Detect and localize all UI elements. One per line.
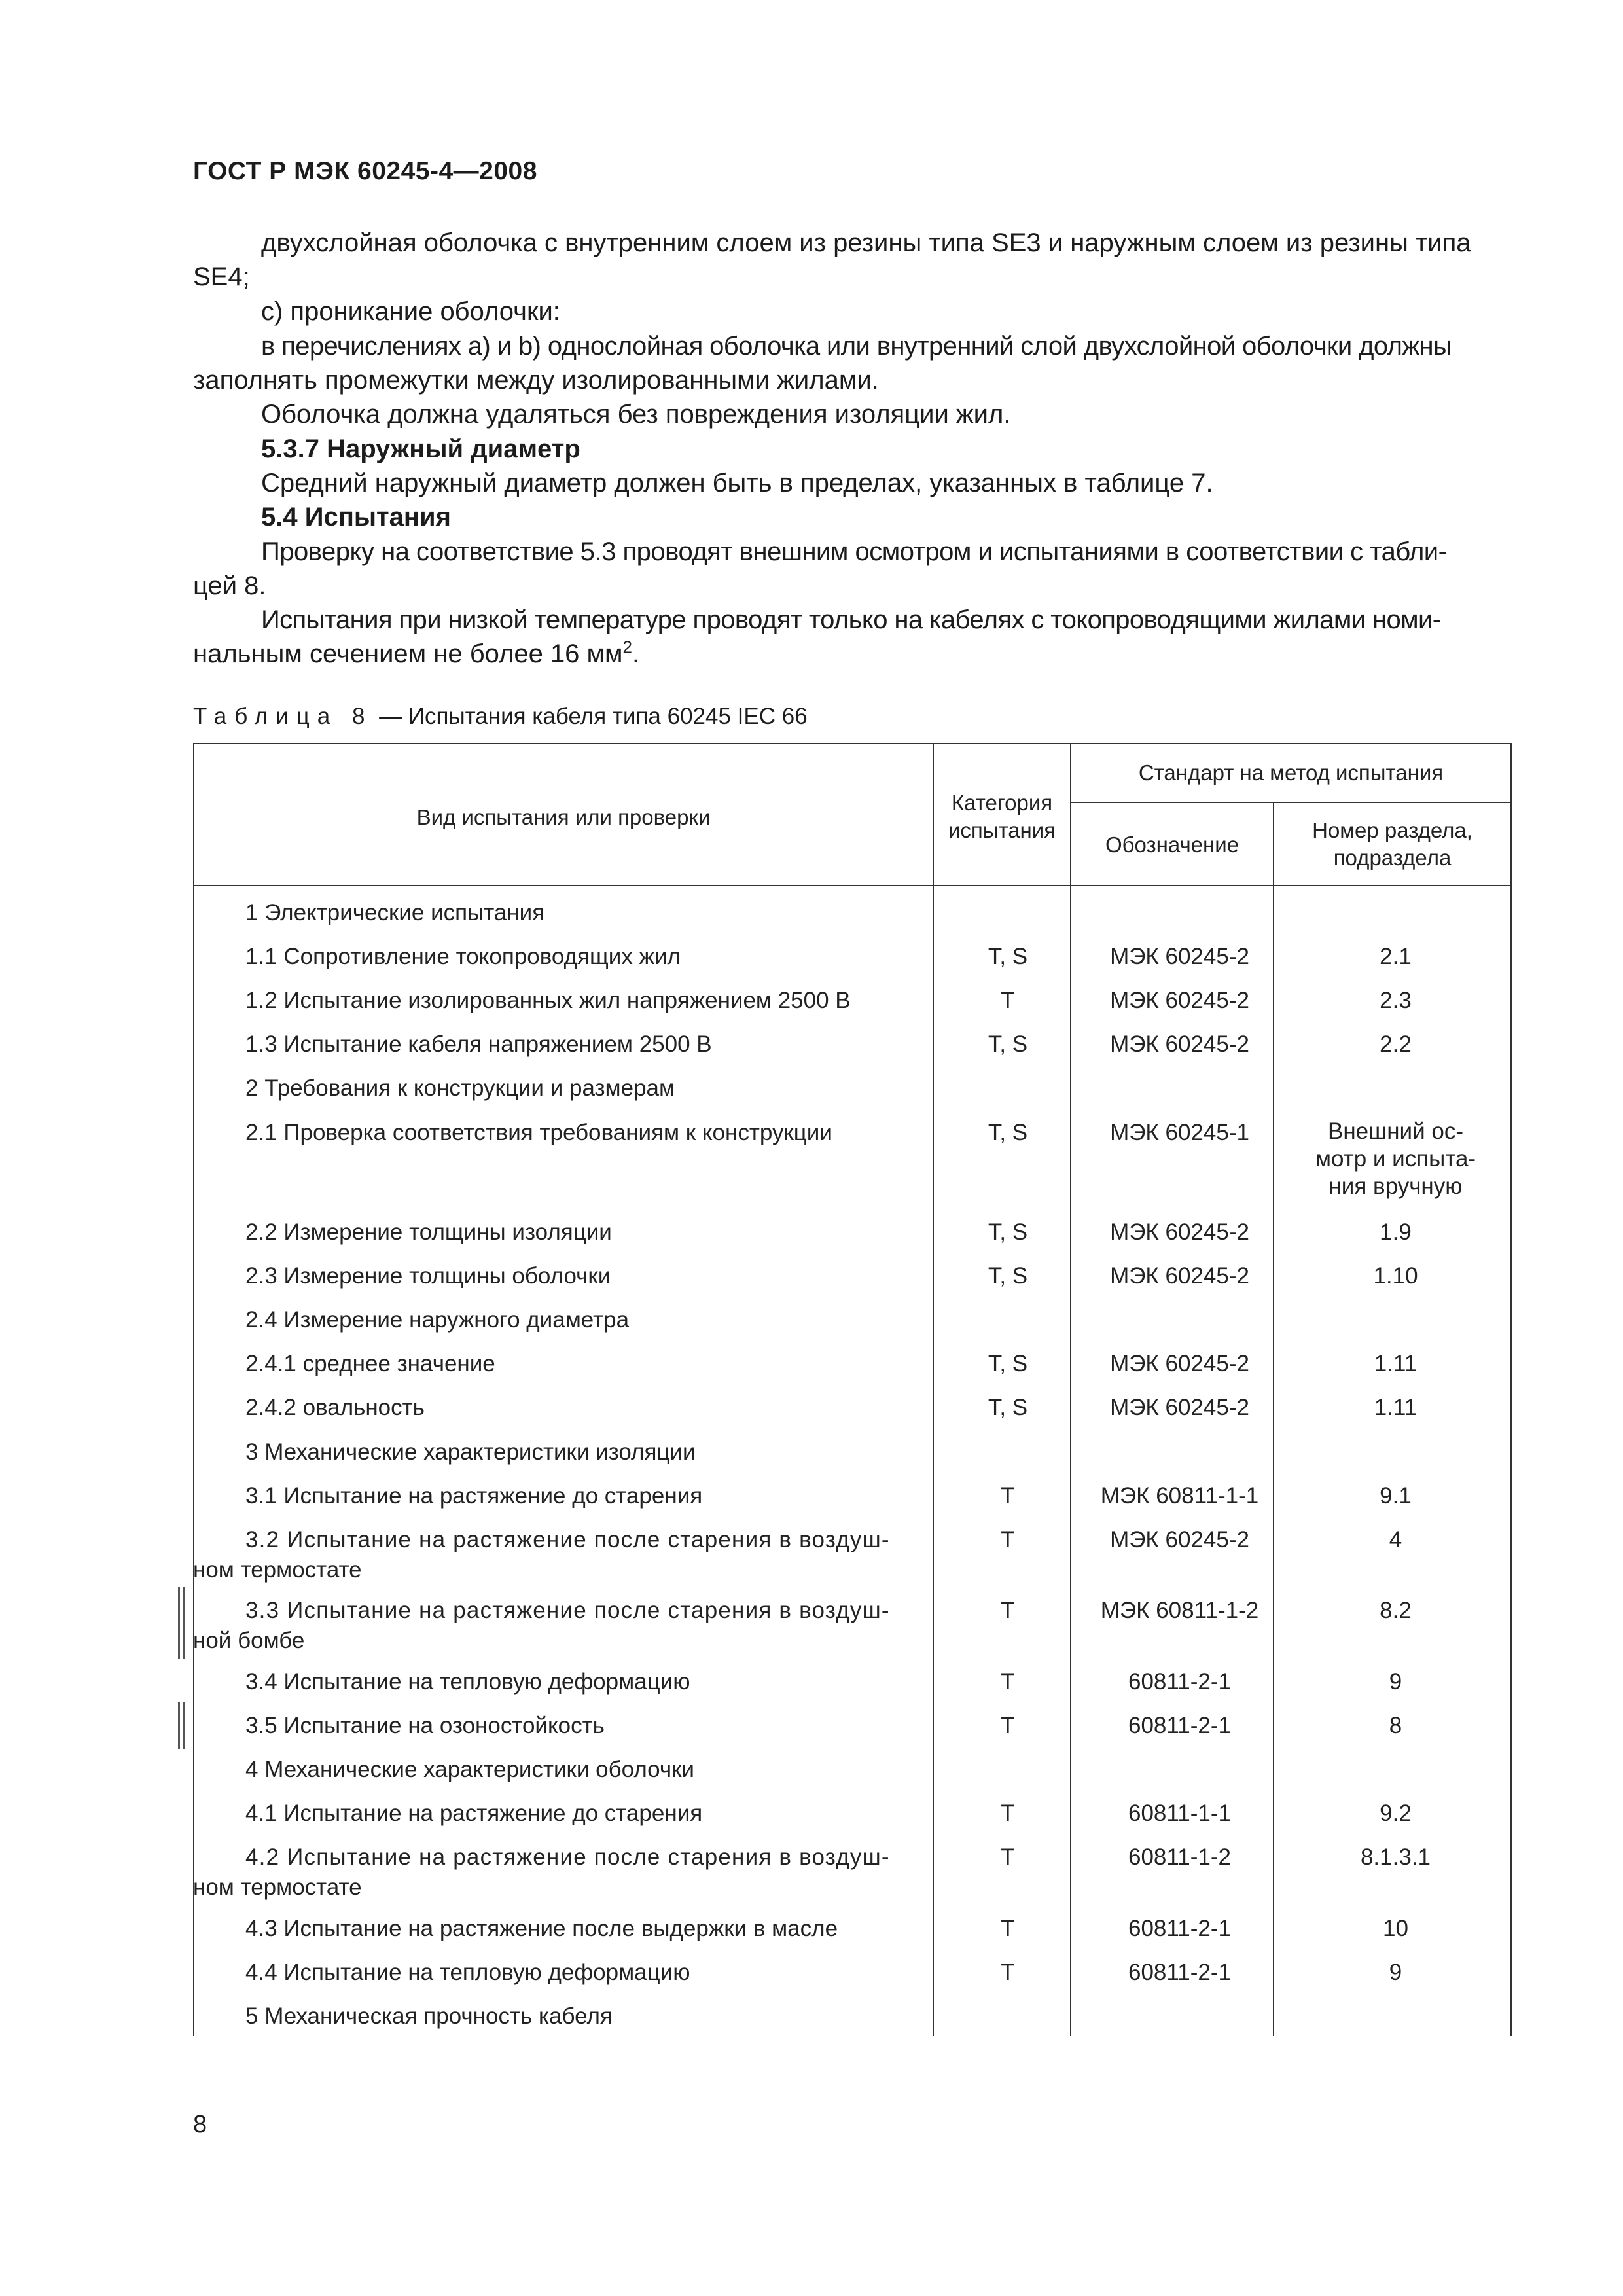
- cell-standard: МЭК 60245-2: [1110, 1263, 1249, 1289]
- cell-line: Внешний ос-: [1328, 1119, 1463, 1144]
- cell-test-name: 1.3 Испытание кабеля напряжением 2500 В: [245, 1031, 712, 1057]
- cell-test-name: 2.4.1 среднее значение: [245, 1351, 495, 1376]
- cell-category: T, S: [988, 1031, 1028, 1057]
- cell-section: 1.11: [1374, 1351, 1418, 1376]
- section-heading-5-3-7: [193, 432, 1505, 466]
- paragraph-sheath-layers-cont: [193, 260, 1505, 294]
- text-line: Оболочка должна удаляться без повреждения изоляции жил.: [261, 400, 1011, 429]
- cell-standard: МЭК 60245-2: [1110, 1351, 1249, 1376]
- cell-section: 4: [1389, 1527, 1402, 1552]
- text-line: в перечислениях a) и b) однослойная оболочка или внутренний слой двухслойной оболочки должны: [261, 332, 1452, 361]
- cell-standard: 60811-1-1: [1128, 1801, 1231, 1826]
- cell-test-name: 3 Механические характеристики изоляции: [245, 1439, 696, 1465]
- cell-category: T: [1001, 1916, 1015, 1941]
- column-header-section: [1274, 817, 1510, 872]
- table-caption-text: — Испытания кабеля типа 60245 IEC 66: [372, 704, 808, 729]
- paragraph-enumerations-cont: [193, 363, 1505, 397]
- cell-category: T: [1001, 1598, 1015, 1623]
- text-line: нальным сечением не более 16 мм: [193, 639, 623, 668]
- cell-category: T, S: [988, 1351, 1028, 1376]
- cell-test-name: 1.2 Испытание изолированных жил напряжением 2500 В: [245, 988, 851, 1013]
- text-line: двухслойная оболочка с внутренним слоем из резины типа SE3 и наружным слоем из резины типа: [261, 228, 1471, 257]
- paragraph-compliance: [193, 535, 1505, 569]
- header-line: испытания: [948, 818, 1056, 842]
- cell-section: 8.2: [1380, 1598, 1412, 1623]
- superscript: 2: [622, 637, 633, 657]
- column-group-header-standard: Стандарт на метод испытания: [1138, 761, 1444, 785]
- cell-test-name: 4.2 Испытание на растяжение после старения в воздуш-: [245, 1844, 890, 1870]
- text-line: цей 8.: [193, 571, 266, 600]
- column-header-designation: Обозначение: [1105, 833, 1240, 857]
- cell-section: 10: [1383, 1916, 1408, 1941]
- text-line: заполнять промежутки между изолированными жилами.: [193, 366, 879, 395]
- document-header: ГОСТ Р МЭК 60245-4—2008: [193, 157, 537, 185]
- text-line: SE4;: [193, 262, 250, 291]
- cell-test-name: 3.2 Испытание на растяжение после старения в воздуш-: [245, 1527, 890, 1552]
- section-title: 5.4 Испытания: [261, 503, 451, 531]
- paragraph-enumerations: [193, 329, 1505, 363]
- cell-test-name-cont: ном термостате: [193, 1874, 362, 1900]
- cell-standard: МЭК 60811-1-2: [1100, 1598, 1259, 1623]
- cell-test-name: 3.5 Испытание на озоностойкость: [245, 1713, 605, 1738]
- cell-category: T, S: [988, 1219, 1028, 1245]
- paragraph-sheath-layers: [193, 226, 1505, 260]
- cell-section: 1.10: [1373, 1263, 1418, 1289]
- cell-standard: МЭК 60811-1-1: [1100, 1483, 1259, 1509]
- cell-standard: МЭК 60245-2: [1110, 1527, 1249, 1552]
- cell-standard: МЭК 60245-2: [1110, 1395, 1249, 1420]
- cell-standard: 60811-2-1: [1128, 1713, 1231, 1738]
- cell-category: T: [1001, 1801, 1015, 1826]
- cell-category: T, S: [988, 1120, 1028, 1145]
- cell-standard: 60811-1-2: [1128, 1844, 1231, 1870]
- cell-standard: МЭК 60245-2: [1110, 1031, 1249, 1057]
- cell-test-name: 4.1 Испытание на растяжение до старения: [245, 1801, 703, 1826]
- section-heading-5-4: [193, 500, 1505, 534]
- page-number: 8: [193, 2111, 207, 2138]
- cell-section: 1.9: [1380, 1219, 1412, 1245]
- header-line: Категория: [951, 791, 1053, 815]
- header-line: Номер раздела,: [1312, 818, 1472, 842]
- cell-standard: 60811-2-1: [1128, 1960, 1231, 1985]
- cell-category: T: [1001, 1483, 1015, 1509]
- cell-standard: МЭК 60245-2: [1110, 1219, 1249, 1245]
- cell-line: мотр и испыта-: [1315, 1146, 1476, 1172]
- cell-test-name: 3.3 Испытание на растяжение после старения в воздуш-: [245, 1598, 890, 1623]
- paragraph-penetration: [193, 295, 1505, 329]
- paragraph-low-temp-cont: [193, 637, 1505, 671]
- cell-section: 2.2: [1380, 1031, 1412, 1057]
- paragraph-removal: [193, 397, 1505, 431]
- cell-test-name-cont: ной бомбе: [193, 1628, 305, 1653]
- cell-test-name: 2.2 Измерение толщины изоляции: [245, 1219, 612, 1245]
- cell-category: T: [1001, 988, 1015, 1013]
- cell-test-name: 2.4 Измерение наружного диаметра: [245, 1307, 630, 1333]
- cell-standard: 60811-2-1: [1128, 1916, 1231, 1941]
- cell-section: [1286, 1118, 1505, 1200]
- header-line: подраздела: [1333, 846, 1452, 870]
- cell-category: T: [1001, 1527, 1015, 1552]
- cell-test-name: 4 Механические характеристики оболочки: [245, 1757, 694, 1782]
- cell-line: ния вручную: [1329, 1174, 1463, 1199]
- cell-test-name: 4.3 Испытание на растяжение после выдержки в масле: [245, 1916, 838, 1941]
- cell-test-name: 2.4.2 овальность: [245, 1395, 425, 1420]
- cell-test-name: 5 Механическая прочность кабеля: [245, 2003, 613, 2029]
- paragraph-low-temp: [193, 603, 1505, 637]
- text-line: Средний наружный диаметр должен быть в пределах, указанных в таблице 7.: [261, 469, 1213, 497]
- text-line: c) проникание оболочки:: [261, 297, 560, 326]
- paragraph-diameter: [193, 466, 1505, 500]
- cell-section: 9.1: [1380, 1483, 1412, 1509]
- cell-test-name-cont: ном термостате: [193, 1557, 362, 1583]
- cell-category: T, S: [988, 944, 1028, 969]
- cell-test-name: 2.3 Измерение толщины оболочки: [245, 1263, 611, 1289]
- cell-test-name: 3.4 Испытание на тепловую деформацию: [245, 1669, 690, 1695]
- cell-section: 9: [1389, 1960, 1402, 1985]
- cell-test-name: 2.1 Проверка соответствия требованиям к конструкции: [245, 1120, 832, 1145]
- cell-standard: МЭК 60245-2: [1110, 944, 1249, 969]
- cell-test-name: 2 Требования к конструкции и размерам: [245, 1075, 675, 1101]
- cell-standard: 60811-2-1: [1128, 1669, 1231, 1695]
- table-caption: [193, 702, 808, 731]
- cell-section: 9.2: [1380, 1801, 1412, 1826]
- cell-standard: МЭК 60245-1: [1110, 1120, 1249, 1145]
- cell-test-name: 1 Электрические испытания: [245, 900, 545, 925]
- cell-test-name: 1.1 Сопротивление токопроводящих жил: [245, 944, 681, 969]
- cell-section: 9: [1389, 1669, 1402, 1695]
- text-line: Проверку на соответствие 5.3 проводят внешним осмотром и испытаниями в соответствии с табли-: [261, 537, 1447, 566]
- cell-category: T: [1001, 1960, 1015, 1985]
- cell-category: T, S: [988, 1395, 1028, 1420]
- table-caption-label: Таблица 8: [193, 704, 373, 729]
- text-punct: .: [632, 639, 640, 668]
- cell-category: T: [1001, 1844, 1015, 1870]
- cell-category: T: [1001, 1713, 1015, 1738]
- cell-standard: МЭК 60245-2: [1110, 988, 1249, 1013]
- cell-category: T: [1001, 1669, 1015, 1695]
- cell-section: 8.1.3.1: [1360, 1844, 1431, 1870]
- cell-section: 2.1: [1380, 944, 1412, 969]
- cell-section: 8: [1389, 1713, 1402, 1738]
- cell-section: 2.3: [1380, 988, 1412, 1013]
- text-line: Испытания при низкой температуре проводят только на кабелях с токопроводящими жилами номи-: [261, 605, 1441, 634]
- cell-test-name: 3.1 Испытание на растяжение до старения: [245, 1483, 703, 1509]
- cell-test-name: 4.4 Испытание на тепловую деформацию: [245, 1960, 690, 1985]
- column-header-category: [934, 789, 1070, 844]
- section-title: 5.3.7 Наружный диаметр: [261, 435, 580, 463]
- cell-category: T, S: [988, 1263, 1028, 1289]
- cell-section: 1.11: [1374, 1395, 1418, 1420]
- paragraph-compliance-cont: [193, 569, 1505, 603]
- column-header-test-type: Вид испытания или проверки: [416, 805, 711, 829]
